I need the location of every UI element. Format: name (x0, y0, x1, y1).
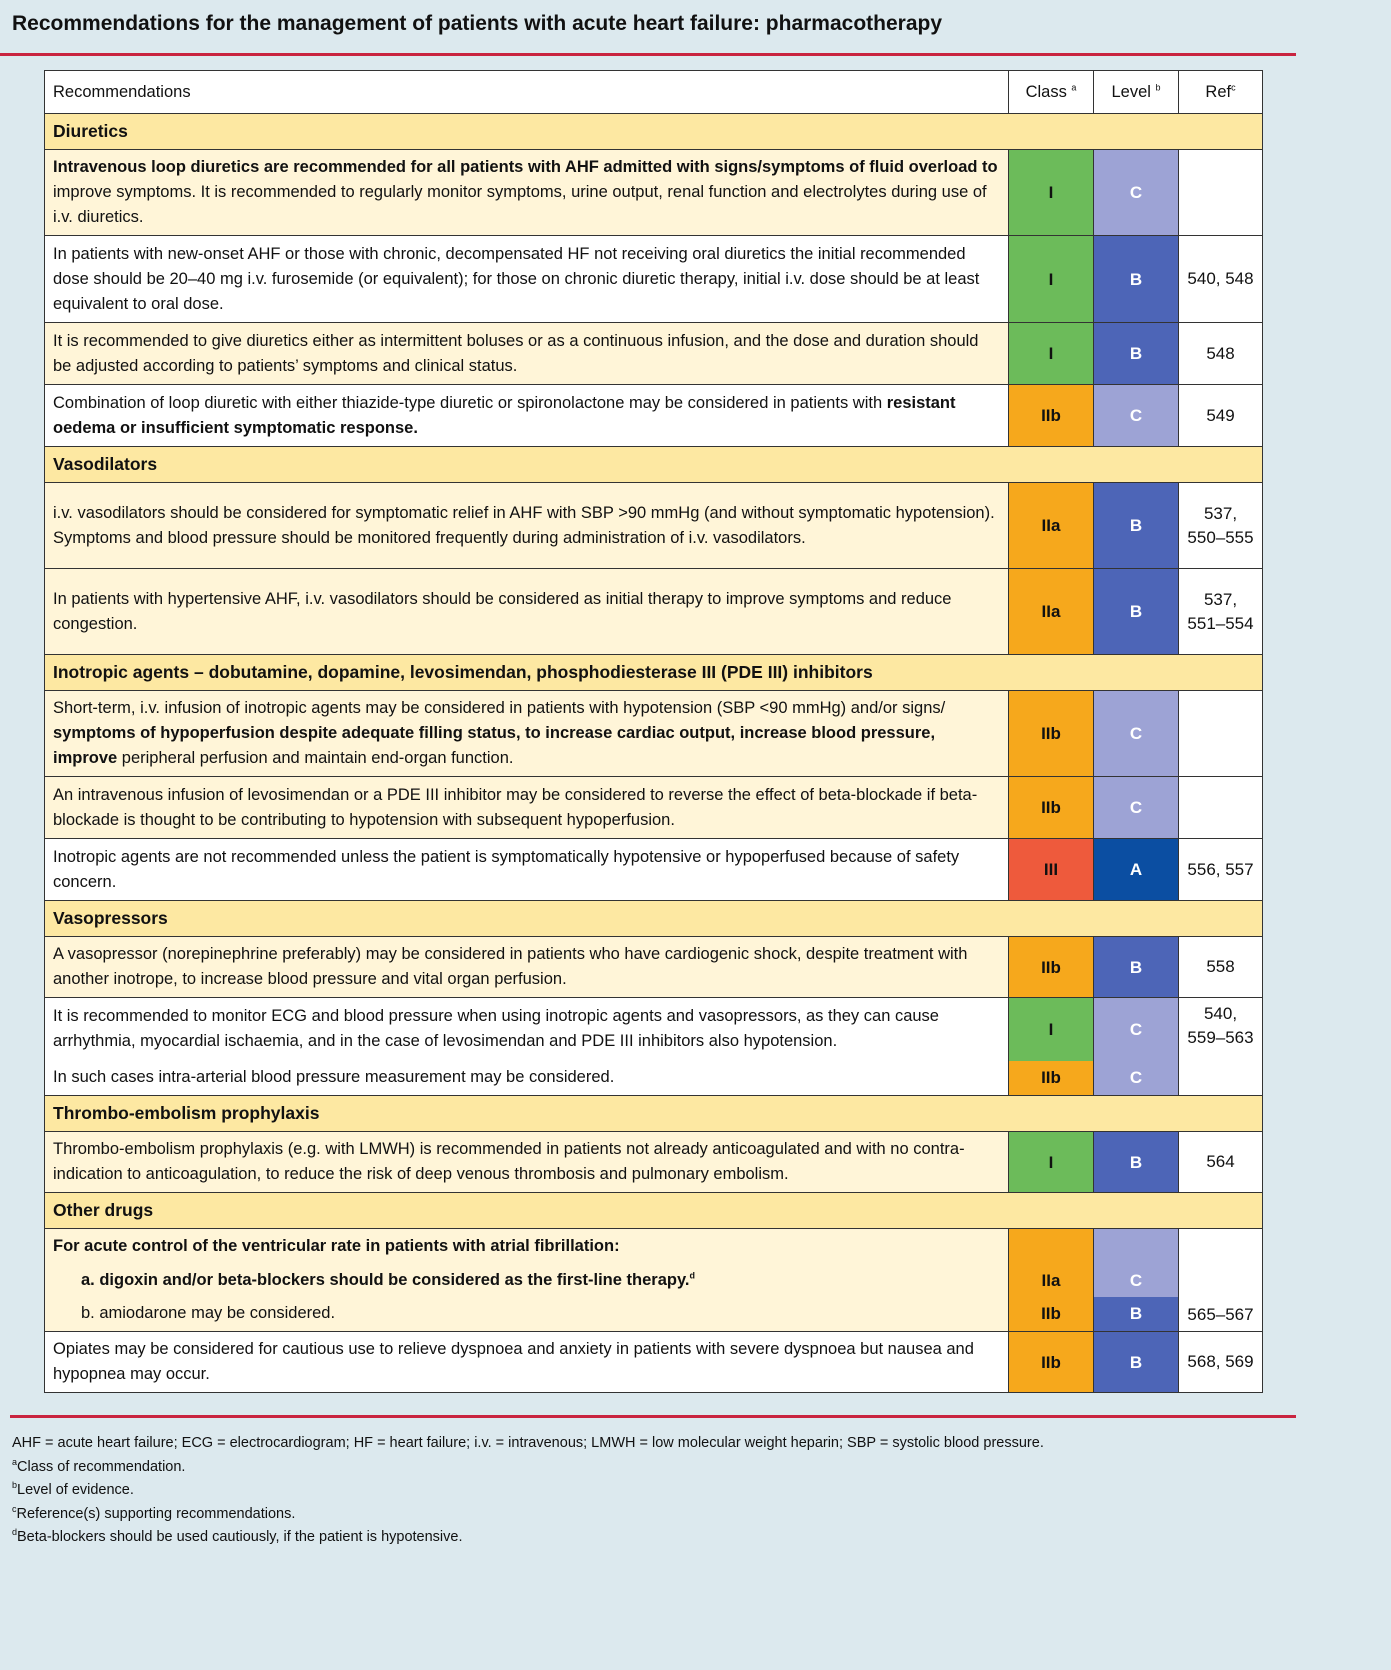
recommendation-text: Combination of loop diuretic with either thiazide-type diuretic or spironolactone may be considered in patients with resistant oedema or insufficient symptomatic response. (45, 385, 1009, 447)
class-cell: IIa (1009, 1264, 1094, 1297)
footnote-c: $^c$Reference(s) supporting recommendations. (12, 1503, 296, 1522)
level-cell: C (1094, 385, 1179, 447)
level-cell: B (1094, 1332, 1179, 1393)
class-cell: IIb (1009, 691, 1094, 777)
footnote-d: $^d$Beta-blockers should be used cautiously, if the patient is hypotensive. (12, 1527, 463, 1545)
level-cell: C (1094, 1061, 1179, 1096)
ref-cell: 537, 551–554 (1179, 569, 1263, 655)
section-title: Other drugs (45, 1193, 1263, 1229)
level-cell: B (1094, 323, 1179, 385)
class-cell: IIb (1009, 385, 1094, 447)
recommendation-text: Opiates may be considered for cautious use to relieve dyspnoea and anxiety in patients with severe dyspnoea but nausea and hypopnea may occur. (45, 1332, 1009, 1393)
level-cell: C (1094, 1264, 1179, 1297)
class-cell (1009, 1229, 1094, 1264)
recommendation-text: In patients with hypertensive AHF, i.v. vasodilators should be considered as initial therapy to improve symptoms and reduce congestion. (45, 569, 1009, 655)
section-other-drugs (45, 1193, 1263, 1229)
ref-cell (1179, 777, 1263, 839)
level-cell: B (1094, 236, 1179, 323)
recommendation-text: Intravenous loop diuretics are recommended for all patients with AHF admitted with signs/symptoms of fluid overload to improve symptoms. It is recommended to regularly monitor symptoms, urine output, renal function and electrolytes during use of i.v. diuretics. (45, 150, 1009, 236)
table-row (45, 777, 1263, 839)
level-cell: B (1094, 1297, 1179, 1332)
recommendation-text: A vasopressor (norepinephrine preferably) may be considered in patients who have cardiogenic shock, despite treatment with another inotrope, to increase blood pressure and vital organ perfusion. (45, 937, 1009, 998)
table-header-row (45, 71, 1263, 114)
class-cell: IIa (1009, 483, 1094, 569)
recommendation-text: It is recommended to give diuretics either as intermittent boluses or as a continuous infusion, and the dose and duration should be adjusted according to patients’ symptoms and clinical status. (45, 323, 1009, 385)
table-row (45, 1061, 1263, 1096)
table-row (45, 385, 1263, 447)
level-cell: C (1094, 998, 1179, 1061)
header-level: Level $^b$ (1094, 71, 1179, 114)
table-row (45, 150, 1263, 236)
footnote-a: $^a$Class of recommendation. (12, 1456, 186, 1475)
page-title: Recommendations for the management of patients with acute heart failure: pharmacotherapy (0, 0, 1296, 56)
section-title: Vasodilators (45, 447, 1263, 483)
section-inotropic (45, 655, 1263, 691)
recommendation-text: Short-term, i.v. infusion of inotropic agents may be considered in patients with hypotension (SBP <90 mmHg) and/or signs/ symptoms of hypoperfusion despite adequate filling status, to increase cardiac output, increase blood pressure, improve peripheral perfusion and maintain end-organ function. (45, 691, 1009, 777)
class-cell: IIb (1009, 777, 1094, 839)
header-class: Class $^a$ (1009, 71, 1094, 114)
level-cell: B (1094, 1132, 1179, 1193)
footer-divider (10, 1415, 1296, 1418)
header-ref: Ref$^c$ (1179, 71, 1263, 114)
table-row (45, 236, 1263, 323)
section-vasopressors (45, 901, 1263, 937)
level-cell: C (1094, 150, 1179, 236)
ref-cell: 549 (1179, 385, 1263, 447)
ref-cell: 558 (1179, 937, 1263, 998)
class-cell: I (1009, 236, 1094, 323)
class-cell: III (1009, 839, 1094, 901)
recommendation-text: It is recommended to monitor ECG and blood pressure when using inotropic agents and vasopressors, as they can cause arrhythmia, myocardial ischaemia, and in the case of levosimendan and PDE III inhibitors also hypotension. (45, 998, 1009, 1061)
section-diuretics (45, 114, 1263, 150)
table-row (45, 1297, 1263, 1332)
section-title: Vasopressors (45, 901, 1263, 937)
ref-cell: 564 (1179, 1132, 1263, 1193)
ref-cell (1179, 691, 1263, 777)
footnotes (12, 1432, 1044, 1550)
table-row (45, 483, 1263, 569)
ref-cell: 568, 569 (1179, 1332, 1263, 1393)
table-row (45, 937, 1263, 998)
table-row (45, 691, 1263, 777)
table-row (45, 998, 1263, 1061)
recommendation-text: In patients with new-onset AHF or those with chronic, decompensated HF not receiving oral diuretics the initial recommended dose should be 20–40 mg i.v. furosemide (or equivalent); for those on chronic diuretic therapy, initial i.v. dose should be at least equivalent to oral dose. (45, 236, 1009, 323)
recommendation-text: In such cases intra-arterial blood pressure measurement may be considered. (45, 1061, 1009, 1096)
table-row (45, 569, 1263, 655)
level-cell: B (1094, 569, 1179, 655)
level-cell (1094, 1229, 1179, 1264)
class-cell: IIb (1009, 1061, 1094, 1096)
class-cell: IIb (1009, 1297, 1094, 1332)
table-row (45, 839, 1263, 901)
ref-cell: 540, 559–563 (1179, 998, 1263, 1096)
ref-cell (1179, 150, 1263, 236)
class-cell: IIb (1009, 1332, 1094, 1393)
recommendation-text: An intravenous infusion of levosimendan or a PDE III inhibitor may be considered to reverse the effect of beta-blockade if beta-blockade is thought to be contributing to hypotension with subsequent hypoperfusion. (45, 777, 1009, 839)
recommendation-text: For acute control of the ventricular rate in patients with atrial fibrillation: (45, 1229, 1009, 1264)
recommendation-text: a. digoxin and/or beta-blockers should be considered as the first-line therapy.$^d$ (45, 1264, 1009, 1297)
class-cell: I (1009, 323, 1094, 385)
level-cell: A (1094, 839, 1179, 901)
class-cell: IIb (1009, 937, 1094, 998)
class-cell: I (1009, 150, 1094, 236)
recommendation-text: Thrombo-embolism prophylaxis (e.g. with LMWH) is recommended in patients not already anticoagulated and with no contra-indication to anticoagulation, to reduce the risk of deep venous thrombosis and pulmonary embolism. (45, 1132, 1009, 1193)
table-row (45, 1132, 1263, 1193)
ref-cell: 556, 557 (1179, 839, 1263, 901)
section-vasodilators (45, 447, 1263, 483)
section-thrombo-embolism (45, 1096, 1263, 1132)
footnote-b: $^b$Level of evidence. (12, 1480, 134, 1498)
abbreviations: AHF = acute heart failure; ECG = electrocardiogram; HF = heart failure; i.v. = intravenous; LMWH = low molecular weight heparin; SBP = systolic blood pressure. (12, 1435, 1044, 1451)
class-cell: I (1009, 998, 1094, 1061)
level-cell: B (1094, 483, 1179, 569)
ref-cell: 548 (1179, 323, 1263, 385)
table-row (45, 323, 1263, 385)
level-cell: B (1094, 937, 1179, 998)
level-cell: C (1094, 777, 1179, 839)
ref-cell: 565–567 (1179, 1229, 1263, 1332)
section-title: Diuretics (45, 114, 1263, 150)
class-cell: I (1009, 1132, 1094, 1193)
ref-cell: 537, 550–555 (1179, 483, 1263, 569)
ref-cell: 540, 548 (1179, 236, 1263, 323)
recommendations-table (44, 70, 1262, 1393)
table-row (45, 1264, 1263, 1297)
section-title: Inotropic agents – dobutamine, dopamine, levosimendan, phosphodiesterase III (PDE III) inhibitors (45, 655, 1263, 691)
table-row (45, 1332, 1263, 1393)
recommendation-text: b. amiodarone may be considered. (45, 1297, 1009, 1332)
header-recommendations: Recommendations (45, 71, 1009, 114)
section-title: Thrombo-embolism prophylaxis (45, 1096, 1263, 1132)
level-cell: C (1094, 691, 1179, 777)
recommendation-text: i.v. vasodilators should be considered for symptomatic relief in AHF with SBP >90 mmHg (and without symptomatic hypotension). Symptoms and blood pressure should be monitored frequently during administration of i.v. vasodilators. (45, 483, 1009, 569)
recommendation-text: Inotropic agents are not recommended unless the patient is symptomatically hypotensive or hypoperfused because of safety concern. (45, 839, 1009, 901)
table-row (45, 1229, 1263, 1264)
class-cell: IIa (1009, 569, 1094, 655)
